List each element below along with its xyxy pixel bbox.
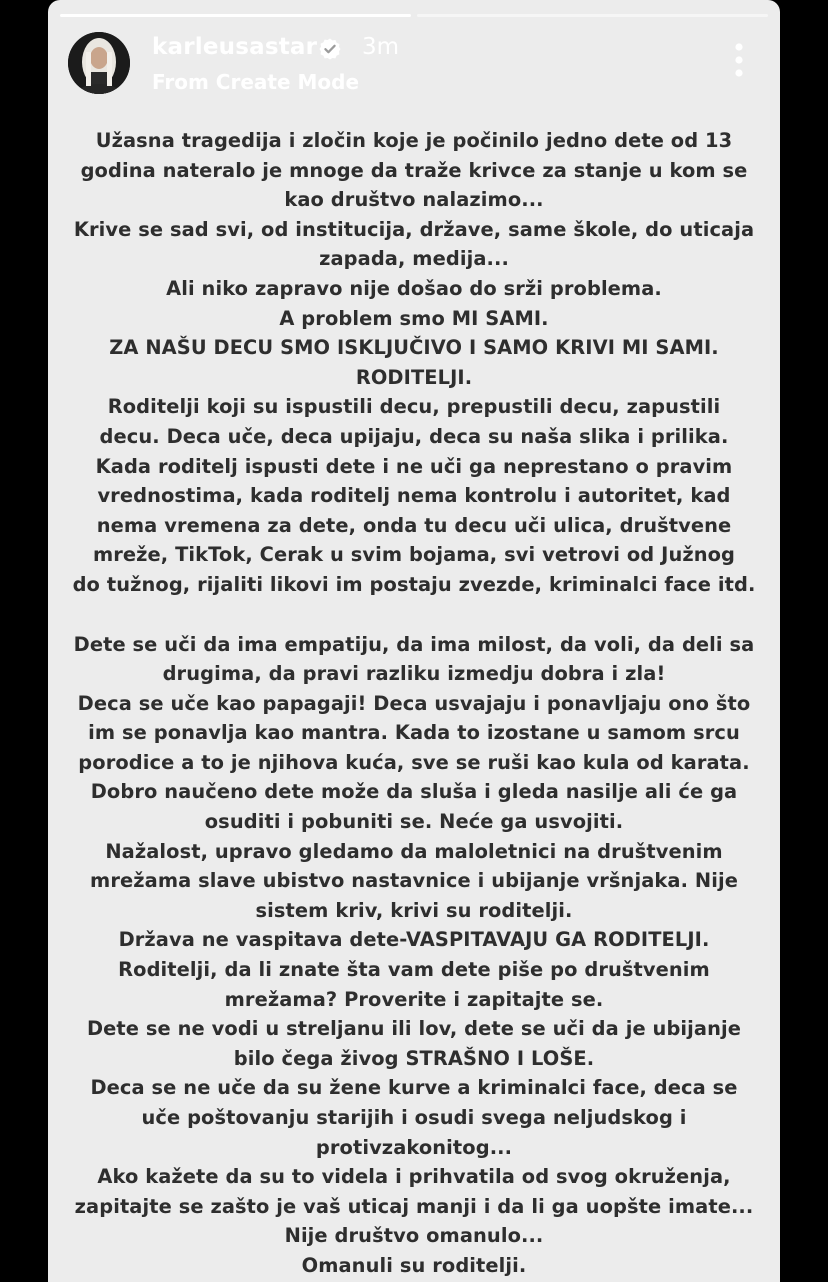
text-line: A problem smo MI SAMI. <box>279 306 549 330</box>
progress-segment-next <box>417 14 768 17</box>
text-line: drugima, da pravi razliku izmedju dobra i zla! <box>162 662 666 686</box>
text-line: RODITELJI. <box>355 365 473 389</box>
verified-badge-icon <box>318 37 342 61</box>
text-line: zapitajte se zašto je vaš uticaj manji i da li ga uopšte imate... <box>74 1194 754 1218</box>
text-line: mrežama slave ubistvo nastavnice i ubijanje vršnjaka. Nije <box>90 869 738 893</box>
text-line: Dete se uči da ima empatiju, da ima milost, da voli, da deli sa <box>73 632 755 656</box>
text-line: do tužnog, rijaliti likovi im postaju zvezde, kriminalci face itd. <box>72 572 756 596</box>
story-viewer[interactable] <box>48 0 780 1282</box>
story-progress-bar <box>60 14 768 17</box>
text-line: Ali niko zapravo nije došao do srži problema. <box>166 276 662 300</box>
text-line: mreže, TikTok, Cerak u svim bojama, svi vetrovi od Južnog <box>92 543 736 567</box>
text-line: uče poštovanju starijih i osudi svega neljudskog i <box>141 1106 687 1129</box>
paragraph-gap <box>56 600 772 630</box>
text-line: Užasna tragedija i zločin koje je počinilo jedno dete od 13 <box>95 129 733 152</box>
text-line: Deca se ne uče da su žene kurve a kriminalci face, deca se <box>90 1076 738 1100</box>
text-line: bilo čega živog STRAŠNO I LOŠE. <box>233 1046 595 1070</box>
text-line: zapada, medija... <box>319 247 509 271</box>
story-subtitle[interactable]: From Create Mode <box>152 70 360 94</box>
text-line: Ako kažete da su to videla i prihvatila od svog okruženja, <box>97 1165 731 1189</box>
avatar-image <box>68 32 130 94</box>
text-line: Roditelji koji su ispustili decu, prepustili decu, zapustili <box>107 395 721 419</box>
text-line: vrednostima, kada roditelj nema kontrolu i autoritet, kad <box>97 484 731 508</box>
text-line: protivzakonitog... <box>315 1135 513 1159</box>
text-line: Dete se ne vodi u streljanu ili lov, dete se uči da je ubijanje <box>86 1017 742 1041</box>
text-line: ZA NAŠU DECU SMO ISKLJUČIVO I SAMO KRIVI MI SAMI. <box>109 336 719 360</box>
text-line: Kada roditelj ispusti dete i ne uči ga neprestano o pravim <box>95 454 733 478</box>
text-block-1 <box>56 126 772 600</box>
text-line: sistem kriv, krivi su roditelji. <box>255 898 573 922</box>
text-line: im se ponavlja kao mantra. Kada to izostane u samom srcu <box>88 721 740 745</box>
text-line: Nažalost, upravo gledamo da maloletnici na društvenim <box>105 839 723 863</box>
text-line: Država ne vaspitava dete-VASPITAVAJU GA RODITELJI. <box>118 928 710 952</box>
text-line: porodice a to je njihova kuća, sve se ruši kao kula od karata. <box>78 750 750 774</box>
text-block-2 <box>56 630 772 1281</box>
avatar[interactable] <box>68 32 130 94</box>
text-line: Omanuli su roditelji. <box>301 1253 527 1277</box>
progress-segment-current <box>60 14 411 17</box>
story-text <box>56 126 772 1281</box>
text-line: mrežama? Proverite i zapitajte se. <box>224 987 604 1011</box>
text-line: godina nateralo je mnoge da traže krivce za stanje u kom se <box>80 158 748 182</box>
text-line: osuditi i pobuniti se. Neće ga usvojiti. <box>204 810 624 834</box>
text-line: nema vremena za dete, onda tu decu uči ulica, društvene <box>96 513 732 537</box>
text-line: kao društvo nalazimo... <box>284 188 544 212</box>
text-line: Deca se uče kao papagaji! Deca usvajaju i ponavljaju ono što <box>77 691 751 715</box>
story-timestamp: 3m <box>362 34 400 60</box>
text-line: decu. Deca uče, deca upijaju, deca su naša slika i prilika. <box>99 424 729 448</box>
text-line: Dobro naučeno dete može da sluša i gleda nasilje ali će ga <box>90 780 738 804</box>
vertical-dots-icon[interactable] <box>734 42 744 78</box>
story-header <box>66 30 762 96</box>
text-line: Roditelji, da li znate šta vam dete piše po društvenim <box>118 958 710 982</box>
story-username[interactable]: karleusastar <box>152 34 318 60</box>
text-line: Krive se sad svi, od institucija, države, same škole, do uticaja <box>73 217 755 241</box>
text-line: Nije društvo omanulo... <box>284 1224 544 1248</box>
